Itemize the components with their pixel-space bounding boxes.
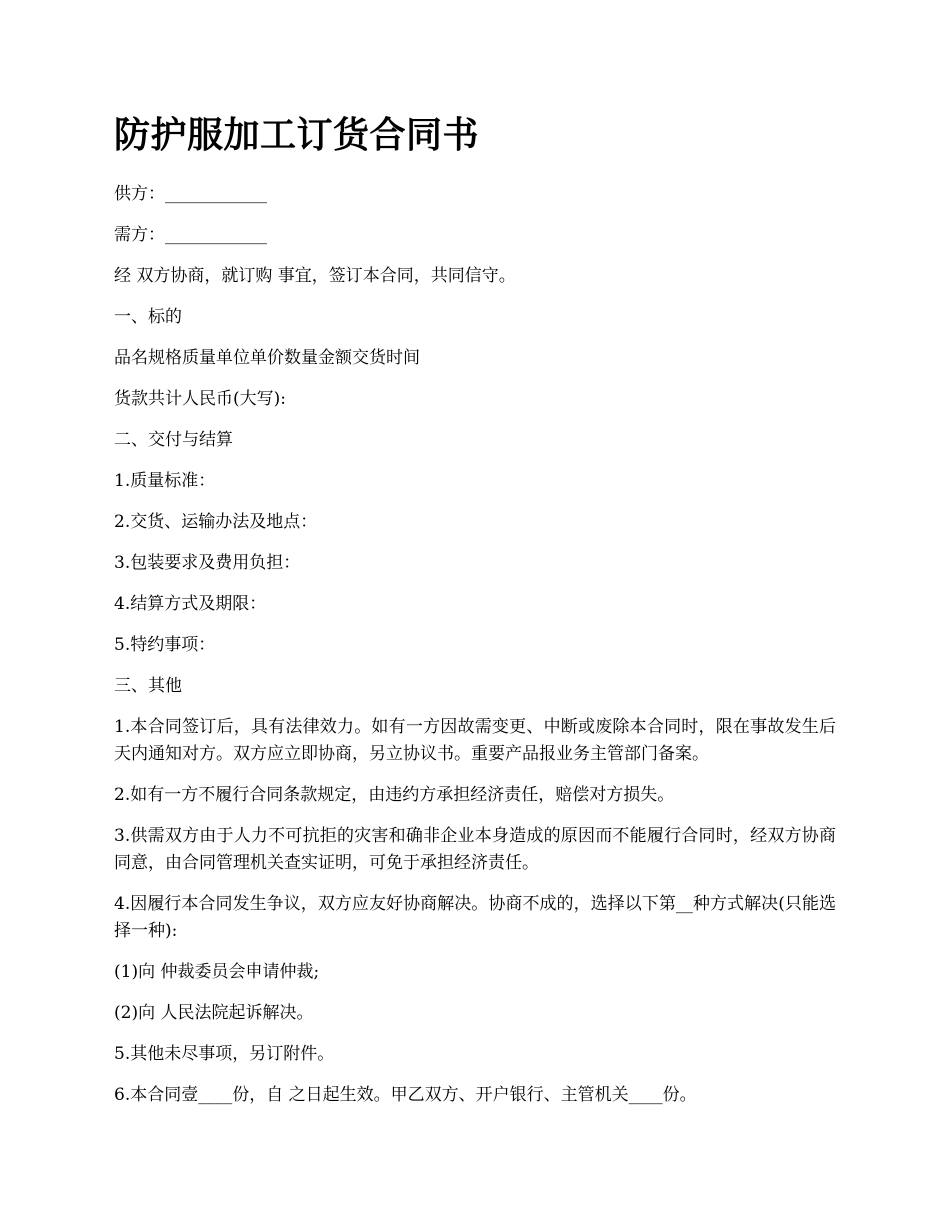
clause-appendix: 5.其他未尽事项，另订附件。 (114, 1044, 335, 1064)
total-amount-line: 货款共计人民币(大写): (114, 389, 286, 409)
buyer-line: 需方：____________ (114, 225, 267, 245)
section-heading-delivery: 二、交付与结算 (114, 430, 233, 450)
clause-legal-effect: 1.本合同签订后，具有法律效力。如有一方因故需变更、中断或废除本合同时，限在事故发生后 天内通知对方。双方应立即协商，另立协议书。重要产品报业务主管部门备案。 (114, 717, 836, 764)
clause-breach: 2.如有一方不履行合同条款规定，由违约方承担经济责任，赔偿对方损失。 (114, 785, 675, 805)
clause-settlement: 4.结算方式及期限： (114, 594, 267, 614)
clause-special: 5.特约事项： (114, 635, 216, 655)
clause-transport: 2.交货、运输办法及地点： (114, 512, 318, 532)
subject-columns: 品名规格质量单位单价数量金额交货时间 (114, 348, 420, 368)
clause-quality: 1.质量标准： (114, 471, 216, 491)
section-heading-subject: 一、标的 (114, 307, 182, 327)
clause-packaging: 3.包装要求及费用负担： (114, 553, 301, 573)
clause-dispute: 4.因履行本合同发生争议，双方应友好协商解决。协商不成的，选择以下第__种方式解决(只能选择一种): (114, 894, 836, 941)
dispute-option-arbitration: (1)向 仲裁委员会申请仲裁; (114, 962, 320, 982)
document-title: 防护服加工订货合同书 (114, 115, 480, 156)
dispute-option-court: (2)向 人民法院起诉解决。 (114, 1003, 314, 1023)
supplier-line: 供方：____________ (114, 184, 267, 204)
preamble: 经 双方协商，就订购 事宜，签订本合同，共同信守。 (114, 266, 516, 286)
clause-force-majeure: 3.供需双方由于人力不可抗拒的灾害和确非企业本身造成的原因而不能履行合同时，经双方协商同意，由合同管理机关查实证明，可免于承担经济责任。 (114, 826, 836, 873)
section-heading-other: 三、其他 (114, 676, 182, 696)
clause-copies: 6.本合同壹____份，自 之日起生效。甲乙双方、开户银行、主管机关____份。 (114, 1085, 697, 1105)
